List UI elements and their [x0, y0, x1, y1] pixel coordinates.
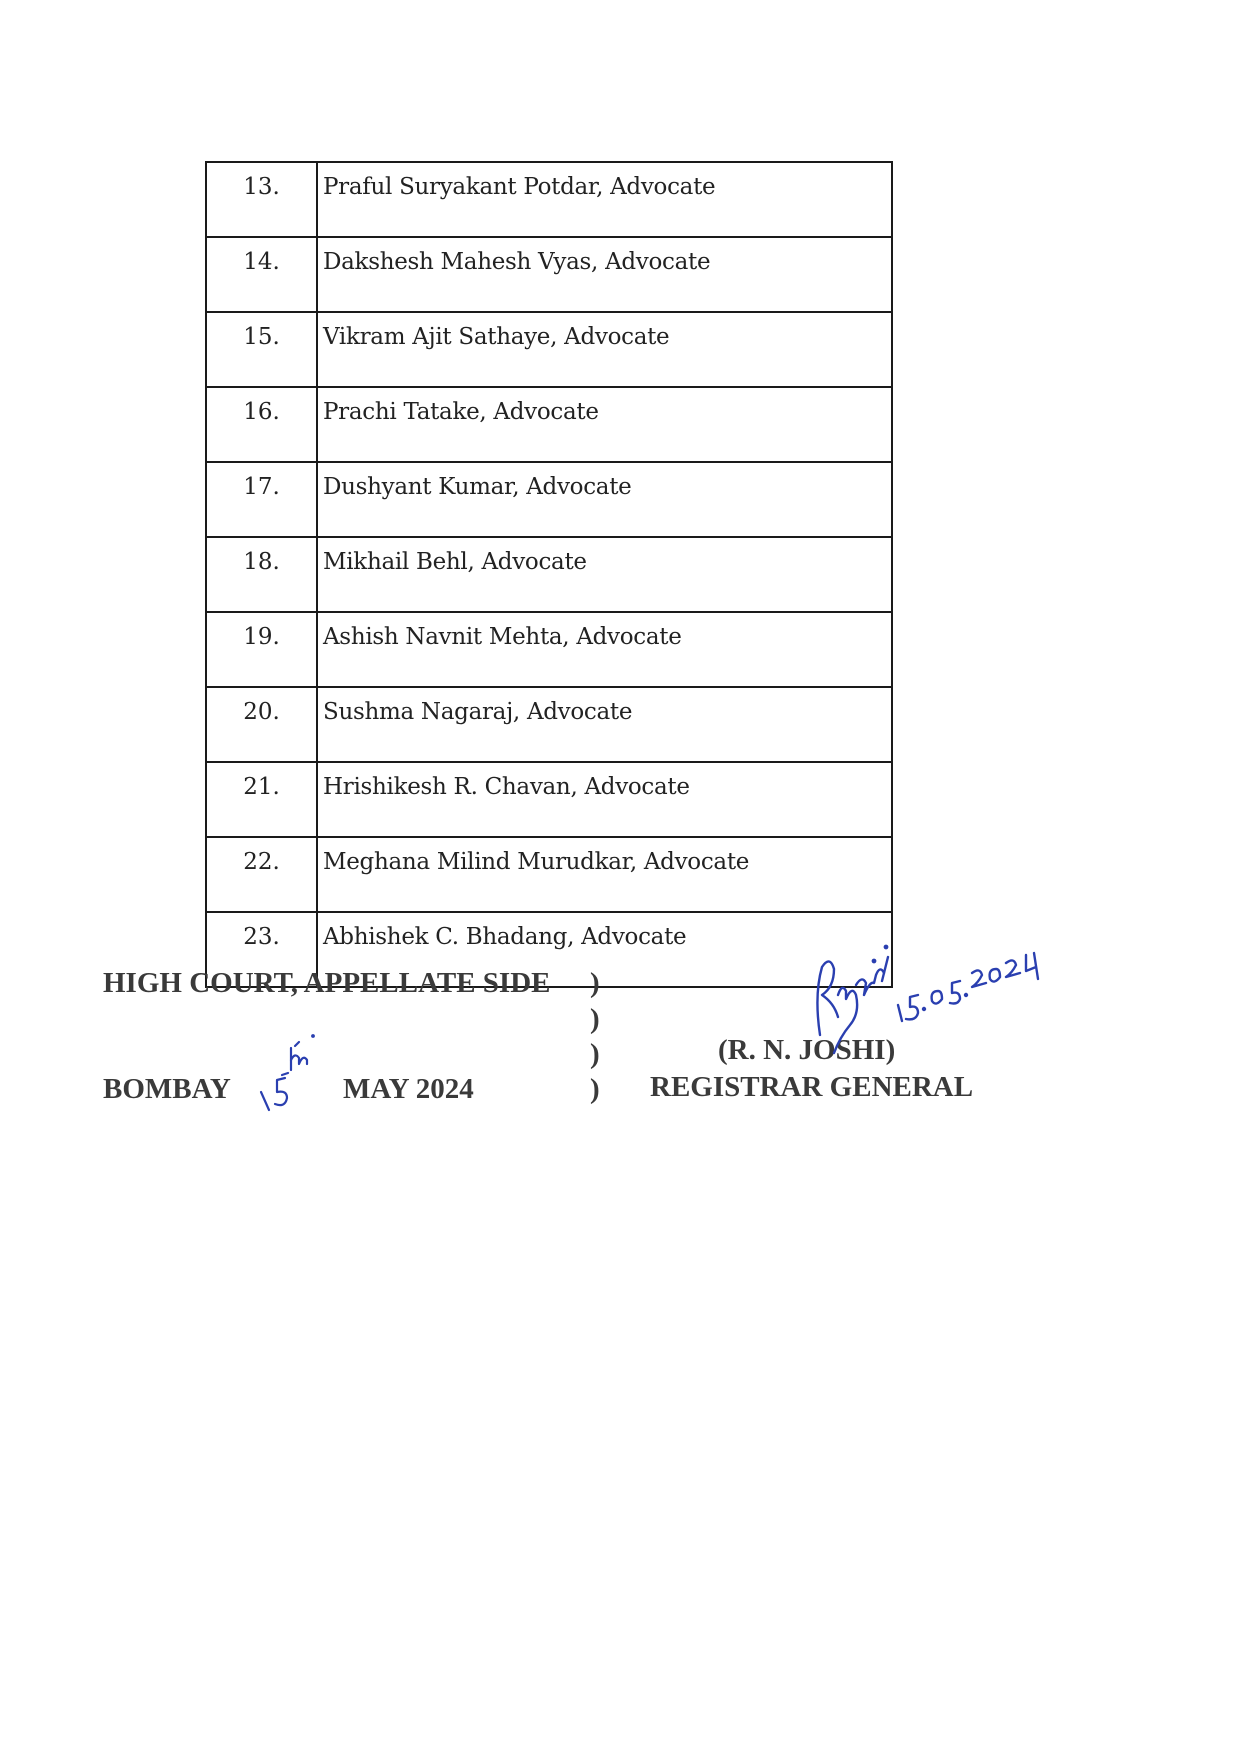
- court-name: HIGH COURT, APPELLATE SIDE: [103, 967, 551, 999]
- advocate-name: Dakshesh Mahesh Vyas, Advocate: [317, 237, 892, 312]
- row-number: 16.: [206, 387, 317, 462]
- city-name: BOMBAY: [103, 1073, 231, 1105]
- row-number: 17.: [206, 462, 317, 537]
- row-number: 21.: [206, 762, 317, 837]
- advocate-name: Meghana Milind Murudkar, Advocate: [317, 837, 892, 912]
- advocate-name: Mikhail Behl, Advocate: [317, 537, 892, 612]
- table-row: [206, 837, 892, 912]
- row-number: 19.: [206, 612, 317, 687]
- bracket: ): [590, 1038, 600, 1070]
- advocate-name: Vikram Ajit Sathaye, Advocate: [317, 312, 892, 387]
- table-row: [206, 312, 892, 387]
- handwritten-day: [255, 1030, 325, 1115]
- row-number: 20.: [206, 687, 317, 762]
- table-row: [206, 387, 892, 462]
- signature: [800, 925, 1050, 1065]
- advocate-name: Abhishek C. Bhadang, Advocate: [317, 912, 892, 987]
- signatory-name: (R. N. JOSHI): [718, 1034, 896, 1066]
- advocate-name: Hrishikesh R. Chavan, Advocate: [317, 762, 892, 837]
- row-number: 22.: [206, 837, 317, 912]
- advocate-name: Praful Suryakant Potdar, Advocate: [317, 162, 892, 237]
- row-number: 13.: [206, 162, 317, 237]
- row-number: 23.: [206, 912, 317, 987]
- table-row: [206, 762, 892, 837]
- signatory-title: REGISTRAR GENERAL: [650, 1071, 974, 1103]
- row-number: 18.: [206, 537, 317, 612]
- table-row: [206, 537, 892, 612]
- advocate-name: Dushyant Kumar, Advocate: [317, 462, 892, 537]
- table-row: [206, 612, 892, 687]
- table-row: [206, 462, 892, 537]
- table-row: [206, 687, 892, 762]
- table-row: [206, 237, 892, 312]
- date-month-year: MAY 2024: [343, 1073, 474, 1105]
- row-number: 14.: [206, 237, 317, 312]
- advocate-name: Ashish Navnit Mehta, Advocate: [317, 612, 892, 687]
- bracket: ): [590, 1003, 600, 1035]
- row-number: 15.: [206, 312, 317, 387]
- advocates-table: [205, 161, 893, 988]
- advocate-name: Sushma Nagaraj, Advocate: [317, 687, 892, 762]
- advocate-name: Prachi Tatake, Advocate: [317, 387, 892, 462]
- bracket: ): [590, 1073, 600, 1105]
- bracket: ): [590, 967, 600, 999]
- table-row: [206, 162, 892, 237]
